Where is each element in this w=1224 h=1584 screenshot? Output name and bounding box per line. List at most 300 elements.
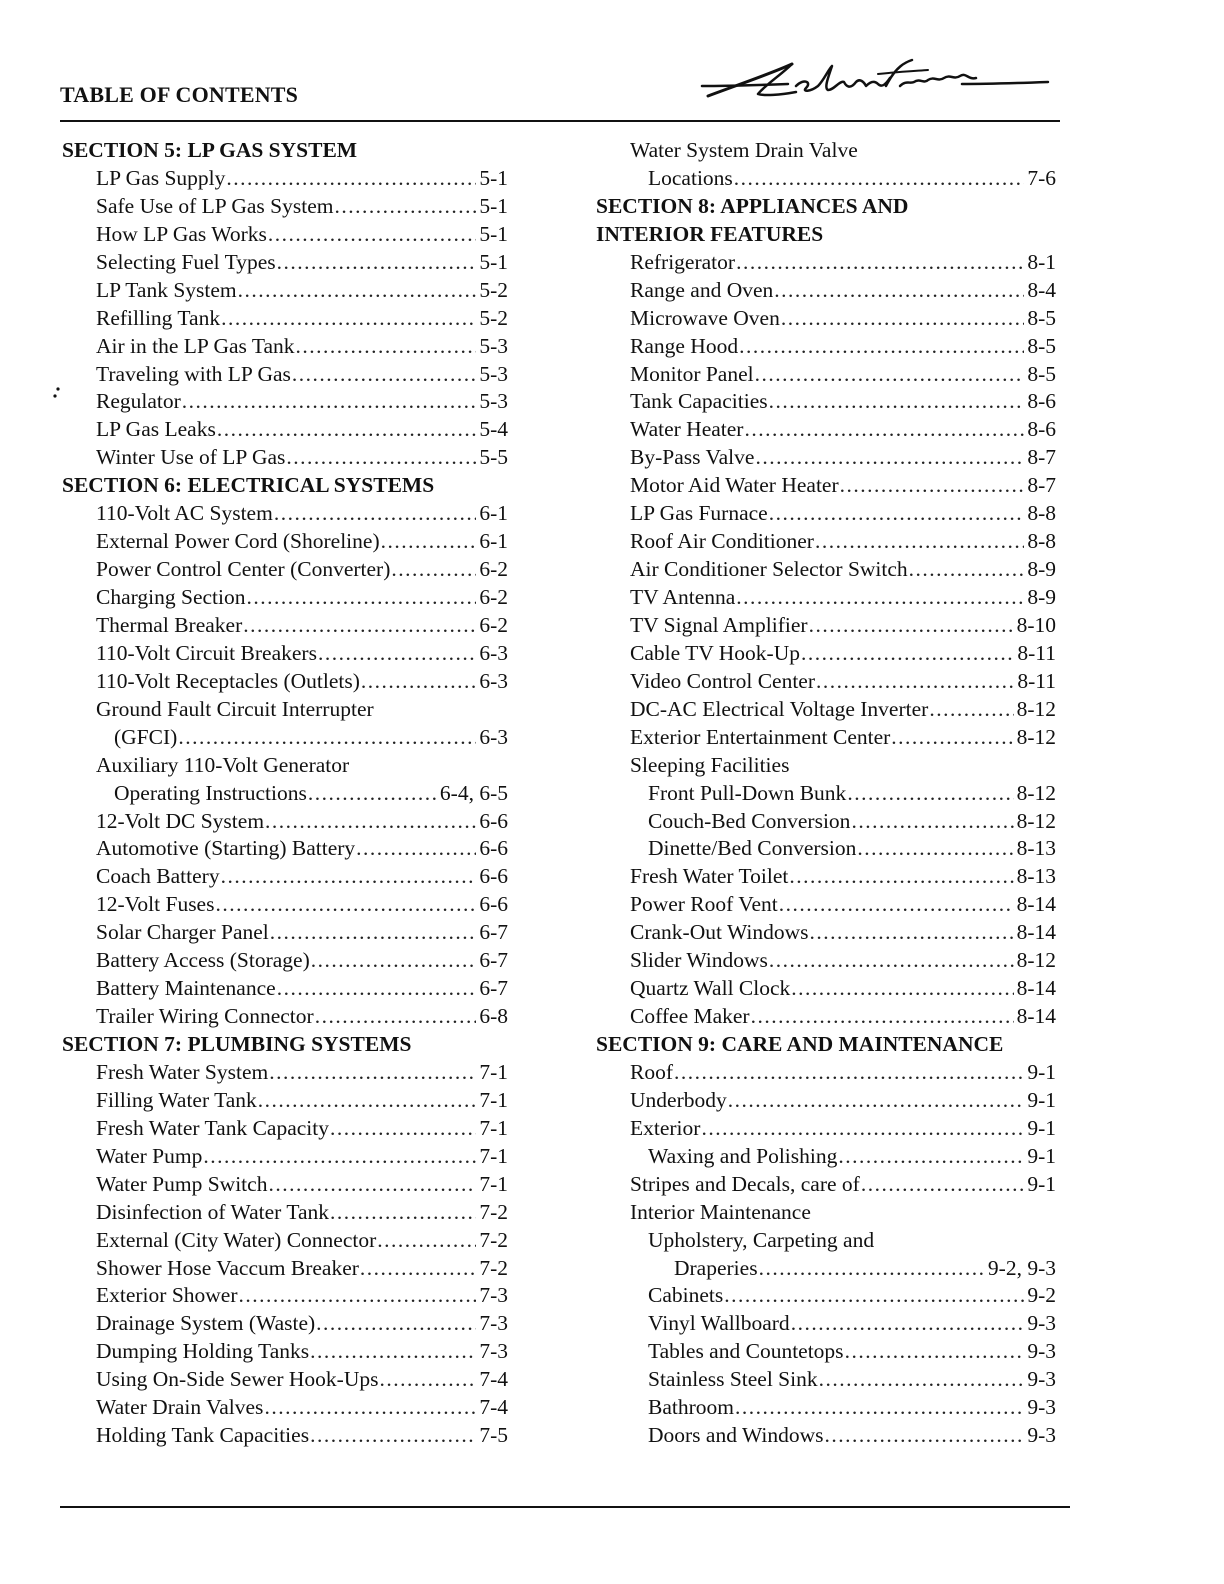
dot-leader [269,1059,476,1087]
toc-entry-title: Holding Tank Capacities [96,1423,310,1448]
toc-entry[interactable] [62,333,508,361]
dot-leader [728,1087,1025,1115]
toc-entry-title: Exterior Shower [96,1283,238,1308]
toc-entry-title: Operating Instructions [114,780,307,805]
toc-entry-title: Safe Use of LP Gas System [96,193,334,218]
toc-entry[interactable] [596,305,1056,333]
toc-entry-title: External (City Water) Connector [96,1227,377,1252]
section-heading-text: INTERIOR FEATURES [596,221,824,246]
toc-entry-page: 6-7 [479,948,508,973]
toc-entry-page: 8-4 [1027,277,1056,302]
dot-leader [221,305,476,333]
dot-leader [308,780,437,808]
toc-entry[interactable] [596,416,1056,444]
section-heading-text: SECTION 5: LP GAS SYSTEM [62,138,358,162]
toc-entry[interactable] [62,1255,508,1283]
dot-leader [330,1115,476,1143]
toc-entry[interactable] [596,975,1056,1003]
toc-entry-page: 6-3 [479,640,508,665]
toc-entry-page: 8-12 [1016,780,1056,805]
toc-entry[interactable] [62,416,508,444]
toc-entry-page: 5-2 [479,277,508,302]
dot-leader [781,305,1024,333]
toc-entry-page: 8-8 [1027,501,1056,526]
toc-entry-title: Draperies [674,1255,758,1280]
dot-leader [381,528,477,556]
toc-entry-page: 5-2 [479,305,508,330]
toc-entry-title: Bathroom [648,1395,734,1420]
toc-entry[interactable] [596,1087,1056,1115]
toc-entry-title: Dinette/Bed Conversion [648,836,857,861]
toc-entry[interactable] [62,947,508,975]
toc-entry-title: Locations [648,165,733,190]
toc-entry-title: Battery Access (Storage) [96,948,310,973]
dot-leader [215,891,476,919]
toc-entry-page: 8-14 [1016,976,1056,1001]
dot-leader [178,724,476,752]
toc-entry[interactable] [596,249,1056,277]
toc-entry-title: Stripes and Decals, care of [630,1171,860,1196]
dot-leader [801,640,1014,668]
toc-entry-page: 9-1 [1027,1143,1056,1168]
toc-entry-page: 5-5 [479,445,508,470]
dot-leader [929,696,1013,724]
toc-entry-page: 7-1 [479,1143,508,1168]
toc-entry-page: 7-4 [479,1367,508,1392]
section-heading [596,1031,1056,1059]
toc-entry[interactable] [596,361,1056,389]
toc-entry-title: Water Pump Switch [96,1171,268,1196]
dot-leader [847,780,1013,808]
toc-entry[interactable] [596,891,1056,919]
toc-entry-title: 110-Volt Circuit Breakers [96,640,317,665]
dot-leader [815,528,1024,556]
toc-entry[interactable] [596,1171,1056,1199]
toc-entry-page: 6-8 [479,1004,508,1029]
toc-entry-title: Power Roof Vent [630,892,778,917]
toc-entry-page: 5-4 [479,417,508,442]
dot-leader [769,947,1014,975]
toc-entry-title: Fresh Water Tank Capacity [96,1115,330,1140]
toc-entry-page: 6-4, 6-5 [439,780,508,805]
toc-entry-title: Coach Battery [96,864,220,889]
toc-entry-title: Tables and Countetops [648,1339,844,1364]
toc-entry[interactable] [596,863,1056,891]
toc-entry-page: 8-5 [1027,333,1056,358]
toc-entry-title: Sleeping Facilities [630,752,790,777]
dot-leader [891,724,1013,752]
toc-entry-page: 8-12 [1016,948,1056,973]
dot-leader [356,835,476,863]
dot-leader [861,1171,1024,1199]
toc-entry[interactable] [62,165,508,193]
dot-leader [838,1143,1024,1171]
dot-leader [734,165,1025,193]
dot-leader [182,388,477,416]
dot-leader [379,1366,476,1394]
toc-entry-page: 7-2 [479,1227,508,1252]
toc-entry-page: 8-13 [1016,836,1056,861]
dot-leader [825,1422,1025,1450]
toc-entry-title: Interior Maintenance [630,1199,811,1224]
toc-entry[interactable] [62,668,508,696]
section-heading [62,472,508,500]
dot-leader [377,1227,476,1255]
toc-entry-title: Tank Capacities [630,389,768,414]
toc-entry-title: 110-Volt AC System [96,501,273,526]
toc-entry[interactable] [62,584,508,612]
toc-entry[interactable] [62,361,508,389]
toc-entry-page: 9-3 [1027,1423,1056,1448]
toc-left-column [62,137,508,1450]
toc-subheading [62,752,508,780]
toc-right-column [596,137,1056,1450]
dot-leader [809,612,1014,640]
toc-entry[interactable] [62,277,508,305]
toc-entry-page: 8-14 [1016,1004,1056,1029]
dot-leader [277,975,477,1003]
toc-entry[interactable] [596,556,1056,584]
toc-entry[interactable] [62,388,508,416]
toc-entry[interactable] [62,724,508,752]
toc-entry[interactable] [62,1394,508,1422]
toc-entry[interactable] [62,1227,508,1255]
toc-entry-page: 9-3 [1027,1311,1056,1336]
toc-entry-page: 8-9 [1027,585,1056,609]
toc-entry-page: 6-1 [479,501,508,526]
toc-entry[interactable] [62,835,508,863]
toc-entry-title: DC-AC Electrical Voltage Inverter [630,696,929,721]
toc-entry-title: Battery Maintenance [96,976,276,1001]
dot-leader [789,863,1013,891]
toc-entry-page: 6-6 [479,808,508,833]
toc-entry-page: 7-5 [479,1423,508,1448]
toc-entry[interactable] [596,1003,1056,1031]
toc-entry-page: 7-3 [479,1339,508,1364]
toc-entry-title: Air in the LP Gas Tank [96,333,295,358]
toc-entry[interactable] [596,724,1056,752]
toc-entry-page: 6-2 [479,585,508,609]
toc-entry-title: Water Pump [96,1143,203,1168]
toc-entry-page: 9-3 [1027,1395,1056,1420]
toc-entry-page: 7-1 [479,1087,508,1112]
dot-leader [277,249,477,277]
toc-entry-title: Solar Charger Panel [96,920,269,945]
toc-entry[interactable] [62,808,508,836]
dot-leader [674,1059,1024,1087]
toc-entry-page: 5-3 [479,361,508,386]
toc-entry[interactable] [62,1422,508,1450]
toc-entry[interactable] [62,1171,508,1199]
toc-entry-title: LP Gas Leaks [96,417,216,442]
toc-entry-page: 8-9 [1027,557,1056,582]
toc-entry[interactable] [62,500,508,528]
section-heading [62,137,508,165]
toc-entry[interactable] [62,919,508,947]
toc-entry-page: 8-12 [1016,808,1056,833]
dot-leader [296,333,477,361]
dot-leader [265,808,476,836]
toc-entry-title: Water Drain Valves [96,1395,264,1420]
dot-leader [755,361,1025,389]
toc-entry-title: Air Conditioner Selector Switch [630,557,908,582]
toc-entry-title: Quartz Wall Clock [630,976,791,1001]
toc-entry-page: 8-11 [1017,668,1056,693]
toc-entry-page: 6-1 [479,529,508,554]
toc-entry-page: 9-3 [1027,1367,1056,1392]
toc-entry-title: Disinfection of Water Tank [96,1199,330,1224]
toc-entry-title: 12-Volt Fuses [96,892,215,917]
toc-entry-title: Water Heater [630,417,744,442]
toc-subheading [596,1227,1056,1255]
toc-entry[interactable] [62,1003,508,1031]
toc-entry[interactable] [62,975,508,1003]
toc-entry-title: Crank-Out Windows [630,920,809,945]
toc-entry-page: 6-7 [479,920,508,945]
toc-entry[interactable] [596,1059,1056,1087]
dot-leader [769,500,1025,528]
toc-entry-page: 9-1 [1027,1087,1056,1112]
toc-entry-page: 8-12 [1016,724,1056,749]
toc-entry[interactable] [62,1338,508,1366]
toc-entry[interactable] [596,919,1056,947]
dot-leader [779,891,1014,919]
section-heading-text: SECTION 6: ELECTRICAL SYSTEMS [62,473,435,498]
toc-entry[interactable] [62,891,508,919]
toc-entry[interactable] [596,1255,1056,1283]
dot-leader [286,444,476,472]
toc-entry[interactable] [596,808,1056,836]
toc-entry[interactable] [596,1366,1056,1394]
toc-entry-page: 8-7 [1027,473,1056,498]
dot-leader [769,388,1025,416]
toc-entry-title: Power Control Center (Converter) [96,557,391,582]
toc-entry-page: 7-1 [479,1059,508,1084]
toc-entry[interactable] [62,780,508,808]
toc-entry[interactable] [596,780,1056,808]
toc-entry-title: Slider Windows [630,948,768,973]
toc-entry-title: Range Hood [630,333,739,358]
dot-leader [724,1282,1024,1310]
dot-leader [238,277,477,305]
toc-entry-title: Waxing and Polishing [648,1143,838,1168]
toc-entry-title: Traveling with LP Gas [96,361,291,386]
toc-entry-page: 9-2, 9-3 [987,1255,1056,1280]
dot-leader [334,193,476,221]
toc-entry[interactable] [596,640,1056,668]
toc-entry[interactable] [62,528,508,556]
toc-entry[interactable] [596,1143,1056,1171]
toc-entry[interactable] [596,584,1056,612]
toc-entry[interactable] [596,444,1056,472]
toc-entry[interactable] [62,193,508,221]
dot-leader [857,835,1013,863]
toc-entry-page: 7-2 [479,1199,508,1224]
toc-entry[interactable] [62,556,508,584]
toc-entry-title: 110-Volt Receptacles (Outlets) [96,668,360,693]
toc-entry-page: 8-10 [1016,612,1056,637]
toc-entry[interactable] [596,528,1056,556]
toc-entry-page: 6-6 [479,892,508,917]
toc-entry-page: 7-1 [479,1171,508,1196]
dot-leader [845,1338,1025,1366]
toc-entry-title: LP Gas Supply [96,165,226,190]
section-heading [62,1031,508,1059]
dot-leader [840,472,1025,500]
toc-entry-page: 9-3 [1027,1339,1056,1364]
toc-entry[interactable] [62,1087,508,1115]
toc-entry-title: Filling Water Tank [96,1087,257,1112]
toc-entry-page: 8-7 [1027,445,1056,470]
toc-entry-title: LP Gas Furnace [630,501,768,526]
toc-entry[interactable] [596,1422,1056,1450]
toc-entry-title: Charging Section [96,585,246,609]
toc-entry[interactable] [62,221,508,249]
toc-entry-title: Front Pull-Down Bunk [648,780,847,805]
toc-entry[interactable] [596,333,1056,361]
dot-leader [701,1115,1024,1143]
toc-entry[interactable] [596,612,1056,640]
dot-leader [268,1171,476,1199]
dot-leader [315,1003,477,1031]
toc-entry[interactable] [596,472,1056,500]
toc-entry-page: 5-1 [479,165,508,190]
toc-entry-title: External Power Cord (Shoreline) [96,529,380,554]
toc-entry-title: Range and Oven [630,277,774,302]
toc-entry-page: 5-1 [479,221,508,246]
dot-leader [310,1422,476,1450]
toc-entry[interactable] [62,249,508,277]
toc-entry-title: Couch-Bed Conversion [648,808,851,833]
toc-entry-title: TV Signal Amplifier [630,612,808,637]
toc-entry[interactable] [596,1115,1056,1143]
toc-entry[interactable] [62,444,508,472]
section-heading-text: SECTION 7: PLUMBING SYSTEMS [62,1032,412,1056]
toc-entry-page: 8-8 [1027,529,1056,554]
toc-subheading [596,752,1056,780]
toc-entry-title: Cable TV Hook-Up [630,640,800,665]
toc-entry[interactable] [596,1282,1056,1310]
toc-entry[interactable] [62,1199,508,1227]
toc-entry-title: Exterior Entertainment Center [630,724,891,749]
dot-leader [311,947,477,975]
toc-entry-page: 8-14 [1016,920,1056,945]
toc-entry-page: 5-3 [479,333,508,358]
toc-entry-page: 8-14 [1016,892,1056,917]
toc-entry-title: LP Tank System [96,277,237,302]
toc-entry[interactable] [596,835,1056,863]
toc-entry-title: Fresh Water System [96,1059,269,1084]
toc-entry[interactable] [62,1366,508,1394]
toc-entry-title: Automotive (Starting) Battery [96,836,356,861]
toc-entry-title: Roof Air Conditioner [630,529,814,554]
toc-entry[interactable] [62,640,508,668]
dot-leader [268,221,476,249]
toc-entry[interactable] [62,1059,508,1087]
dot-leader [736,584,1024,612]
toc-entry-page: 7-1 [479,1115,508,1140]
dot-leader [258,1087,477,1115]
dot-leader [217,416,477,444]
toc-entry-title: Dumping Holding Tanks [96,1339,310,1364]
toc-entry[interactable] [596,947,1056,975]
toc-entry-title: Coffee Maker [630,1004,750,1029]
toc-entry-page: 8-6 [1027,417,1056,442]
toc-entry[interactable] [596,696,1056,724]
section-heading [596,193,1056,221]
dot-leader [318,640,476,668]
dot-leader [755,444,1024,472]
toc-entry[interactable] [596,500,1056,528]
toc-entry[interactable] [596,277,1056,305]
dot-leader [391,556,476,584]
toc-entry-title: Exterior [630,1115,701,1140]
toc-entry[interactable] [596,165,1056,193]
footer-rule [60,1506,1070,1508]
toc-entry[interactable] [596,1394,1056,1422]
toc-entry[interactable] [596,388,1056,416]
toc-entry[interactable] [596,1338,1056,1366]
toc-entry-page: 6-3 [479,724,508,749]
dot-leader [274,500,477,528]
toc-entry[interactable] [596,1310,1056,1338]
toc-entry-title: Stainless Steel Sink [648,1367,818,1392]
toc-entry[interactable] [62,1310,508,1338]
toc-entry[interactable] [62,863,508,891]
toc-entry-title: Motor Aid Water Heater [630,473,839,498]
toc-entry[interactable] [62,305,508,333]
toc-entry-page: 8-13 [1016,864,1056,889]
toc-entry[interactable] [596,668,1056,696]
header-rule [60,120,1060,122]
toc-entry-title: Monitor Panel [630,361,754,386]
toc-entry-title: Refrigerator [630,249,736,274]
dot-leader [851,808,1013,836]
toc-entry-page: 8-5 [1027,361,1056,386]
dot-leader [736,249,1024,277]
toc-entry-page: 5-3 [479,389,508,414]
dot-leader [310,1338,476,1366]
toc-entry-page: 5-1 [479,249,508,274]
toc-entry-title: Shower Hose Vaccum Breaker [96,1255,359,1280]
dot-leader [819,1366,1025,1394]
section-heading-text: SECTION 9: CARE AND MAINTENANCE [596,1032,1004,1056]
toc-entry-title: Fresh Water Toilet [630,864,789,889]
toc-entry[interactable] [62,1115,508,1143]
toc-entry-title: Selecting Fuel Types [96,249,276,274]
toc-subheading [62,696,508,724]
toc-entry-title: Underbody [630,1087,727,1112]
toc-entry[interactable] [62,1282,508,1310]
toc-entry-page: 9-1 [1027,1059,1056,1084]
toc-entry[interactable] [62,1143,508,1171]
toc-entry-page: 8-6 [1027,389,1056,414]
dot-leader [247,584,477,612]
dot-leader [221,863,477,891]
dot-leader [735,1394,1024,1422]
brand-logo [700,56,1050,116]
toc-entry-page: 9-1 [1027,1115,1056,1140]
dot-leader [270,919,477,947]
dot-leader [264,1394,476,1422]
dot-leader [361,668,476,696]
toc-entry-title: Regulator [96,389,181,414]
dot-leader [226,165,476,193]
toc-entry[interactable] [62,612,508,640]
toc-entry-page: 7-3 [479,1283,508,1308]
dot-leader [739,333,1024,361]
dot-leader [810,919,1014,947]
